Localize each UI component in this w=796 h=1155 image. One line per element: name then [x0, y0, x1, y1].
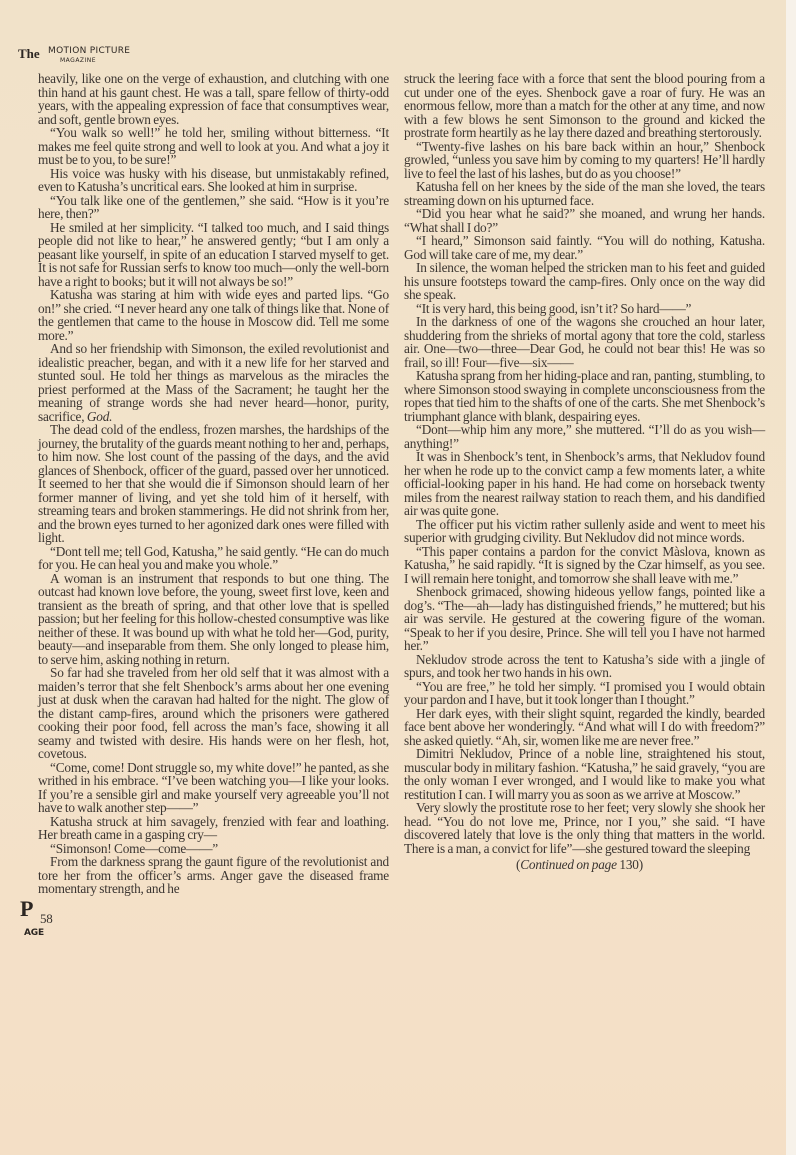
text-columns: [20, 0, 765, 952]
paragraph: “Dont tell me; tell God, Katusha,” he said gently. “He can do much for you. He can heal you and make you whole.”: [38, 543, 389, 572]
paragraph: Katusha sprang from her hiding-place and ran, panting, stumbling, to where Simonson stood swaying in complete unconsciousness from the ropes that tied him to the shafts of one of the carts. She met Shenbock’s triumphant glance with blank, despairing eyes.: [404, 368, 765, 424]
right-column-body: [404, 72, 765, 855]
paragraph: His voice was husky with his disease, but unmistakably refined, even to Katusha’s uncritical ears. She looked at him in surprise.: [38, 165, 389, 194]
paragraph: “You walk so well!” he told her, smiling without bitterness. “It makes me feel quite strong and well to look at you. And what a joy it must be to you, to be sure!”: [38, 125, 389, 167]
paragraph: The officer put his victim rather sullenly aside and went to meet his superior with grudging civility. But Nekludov did not mince words.: [404, 516, 765, 545]
paragraph: Dimitri Nekludov, Prince of a noble line, straightened his stout, muscular body in military fashion. “Katusha,” he said gravely, “you are the only woman I ever wronged, and I would like to make you what restitution I can. I will marry you as soon as we arrive at Moscow.”: [404, 746, 765, 802]
paragraph: “This paper contains a pardon for the convict Màslova, known as Katusha,” he said rapidly. “It is signed by the Czar himself, as you see. I will remain here tonight, and tomorrow she shall leave with me.”: [404, 543, 765, 586]
page-edge: [786, 0, 796, 1155]
logo-the: The: [18, 46, 40, 61]
paragraph: A woman is an instrument that responds to but one thing. The outcast had known love before, the young, sweet first love, keen and transient as the breath of spring, and that other love that is spelled passion; but her feeling for this hollow-chested consumptive was like neither of these. It was bound up with what he told her—God, purity, beauty—and inseparable from them. She only longed to please him, to serve him, asking nothing in return.: [38, 570, 389, 667]
paragraph: Katusha struck at him savagely, frenzied with fear and loathing. Her breath came in a gasping cry—: [38, 813, 389, 842]
paragraph: So far had she traveled from her old self that it was almost with a maiden’s terror that she felt Shenbock’s arms about her one evening just at dusk when the caravan had halted for the night. The glow of the distant camp-fires, around which the prisoners were gathered cooking their poor food, fell across the man’s face, showing it all seamy and twisted with desire. His hands were on her flesh, hot, covetous.: [38, 665, 389, 761]
paragraph: In the darkness of one of the wagons she crouched an hour later, shuddering from the shrieks of mortal agony that tore the cold, starless air. One—two—three—Dear God, he could not bear this! He was so frail, so ill! Four—five—six——: [404, 314, 765, 370]
paragraph: And so her friendship with Simonson, the exiled revolutionist and idealistic preacher, began, and with it a new life for her starved and stunted soul. He told her things as marvelous as the miracles the priest performed at the Mass of the Sacrament; he taught her the meaning of strange words she had never heard—honor, purity, sacrifice, God.: [38, 341, 389, 424]
paragraph: Shenbock grimaced, showing hideous yellow fangs, pointed like a dog’s. “The—ah—lady has distinguished friends,” he muttered; but his air was servile. He gestured at the cowering figure of the woman. “Speak to her if you desire, Prince. She will tell you I have not harmed her.”: [404, 584, 765, 653]
paragraph: “Come, come! Dont struggle so, my white dove!” he panted, as she writhed in his embrace. “I’ve been watching you—I like your looks. If you’re a sensible girl and make yourself very agreeable you’ll not have to walk another step——”: [38, 759, 389, 815]
paragraph: The dead cold of the endless, frozen marshes, the hardships of the journey, the brutality of the guards meant nothing to her and, perhaps, to him now. She lost count of the passing of the days, and the avid glances of Shenbock, officer of the guard, passed over her unnoticed. It seemed to her that she would die if Simonson should learn of her former manner of living, and yet she told him of it herself, with streaming tears and broken stammerings. He did not shrink from her, and the brown eyes turned to her agonized dark ones were filled with light.: [38, 422, 389, 545]
left-column-body: [38, 72, 389, 896]
logo-title: MOTION PICTURE: [48, 46, 131, 56]
paragraph: Her dark eyes, with their slight squint, regarded the kindly, bearded face bent above her wonderingly. “And what will I do with freedom?” she asked quietly. “Ah, sir, women like me are never free.”: [404, 705, 765, 748]
paragraph: “Did you hear what he said?” she moaned, and wrung her hands. “What shall I do?”: [404, 206, 765, 235]
paragraph: “Simonson! Come—come——”: [50, 840, 219, 856]
continued-label: Continued on page: [520, 857, 617, 872]
page-word: AGE: [24, 927, 44, 938]
page-letter: P: [20, 895, 34, 921]
paragraph: struck the leering face with a force that sent the blood pouring from a cut under one of the eyes. Shenbock gave a roar of fury. He was an enormous fellow, more than a match for the other at any time, and now with a few blows he sent Simonson to the ground and kicked the prostrate form heartily as he lay there dazed and breathing stertorously.: [404, 71, 765, 140]
page-number-block: [20, 895, 80, 942]
paragraph: It was in Shenbock’s tent, in Shenbock’s arms, that Nekludov found her when he rode up to the convict camp a few moments later, a white official-looking paper in his hand. He had come on horseback twenty miles from the nearest railway station to reach them, and his dandified air was quite gone.: [404, 449, 765, 518]
paragraph: “You talk like one of the gentlemen,” she said. “How is it you’re here, then?”: [38, 192, 389, 221]
logo-subtitle: MAGAZINE: [60, 57, 97, 64]
left-column: [20, 71, 389, 942]
paragraph: Nekludov strode across the tent to Katusha’s side with a jingle of spurs, and took her two hands in his own.: [404, 651, 765, 680]
paragraph: Very slowly the prostitute rose to her feet; very slowly she shook her head. “You do not love me, Prince, nor I you,” she said. “I have discovered lately that love is the only thing that matters in the world. There is a man, a convict for life”—she gestured toward the sleeping: [404, 800, 765, 856]
paragraph: Katusha was staring at him with wide eyes and parted lips. “Go on!” she cried. “I never heard any one talk of things like that. None of the gentlemen that came to the house in Moscow did. Tell me some more.”: [38, 287, 389, 343]
paragraph: “Twenty-five lashes on his bare back within an hour,” Shenbock growled, “unless you save him by coming to my quarters! He’ll hardly live to feel the last of his lashes, but do as you choose!”: [404, 138, 765, 181]
paragraph: From the darkness sprang the gaunt figure of the revolutionist and tore her from the officer’s arms. Anger gave the diseased frame momentary strength, and he: [38, 854, 389, 896]
paragraph: He smiled at her simplicity. “I talked too much, and I said things people did not like to hear,” he answered gently; “but I am only a peasant like yourself, in spite of an education I starved myself to get. It is not safe for Russian serfs to know too much—only the well-born have a right to books; but it will not always be so!”: [38, 219, 389, 289]
continued-note: [404, 857, 765, 872]
paragraph: “Dont—whip him any more,” she muttered. “I’ll do as you wish—anything!”: [404, 422, 765, 451]
paragraph: “I heard,” Simonson said faintly. “You will do nothing, Katusha. God will take care of me, my dear.”: [404, 233, 765, 262]
paragraph: Katusha fell on her knees by the side of the man she loved, the tears streaming down on his upturned face.: [404, 179, 765, 208]
right-column: [404, 72, 765, 872]
continued-page: 130): [616, 857, 643, 872]
paragraph: In silence, the woman helped the stricken man to his feet and guided his unsure footsteps toward the camp-fires. Only once on the way did she speak.: [404, 260, 765, 302]
page-number: 58: [40, 910, 53, 926]
paragraph: “It is very hard, this being good, isn’t it? So hard——”: [416, 300, 692, 316]
continued-open: (: [516, 857, 521, 872]
italic-word: God.: [86, 408, 113, 424]
paragraph: heavily, like one on the verge of exhaustion, and clutching with one thin hand at his gaunt chest. He was a tall, spare fellow of thirty-odd years, with the appealing expression of face that consumptives wear, and soft, gentle brown eyes.: [38, 71, 389, 127]
paragraph: “You are free,” he told her simply. “I promised you I would obtain your pardon and I have, but it took longer than I thought.”: [404, 678, 765, 707]
